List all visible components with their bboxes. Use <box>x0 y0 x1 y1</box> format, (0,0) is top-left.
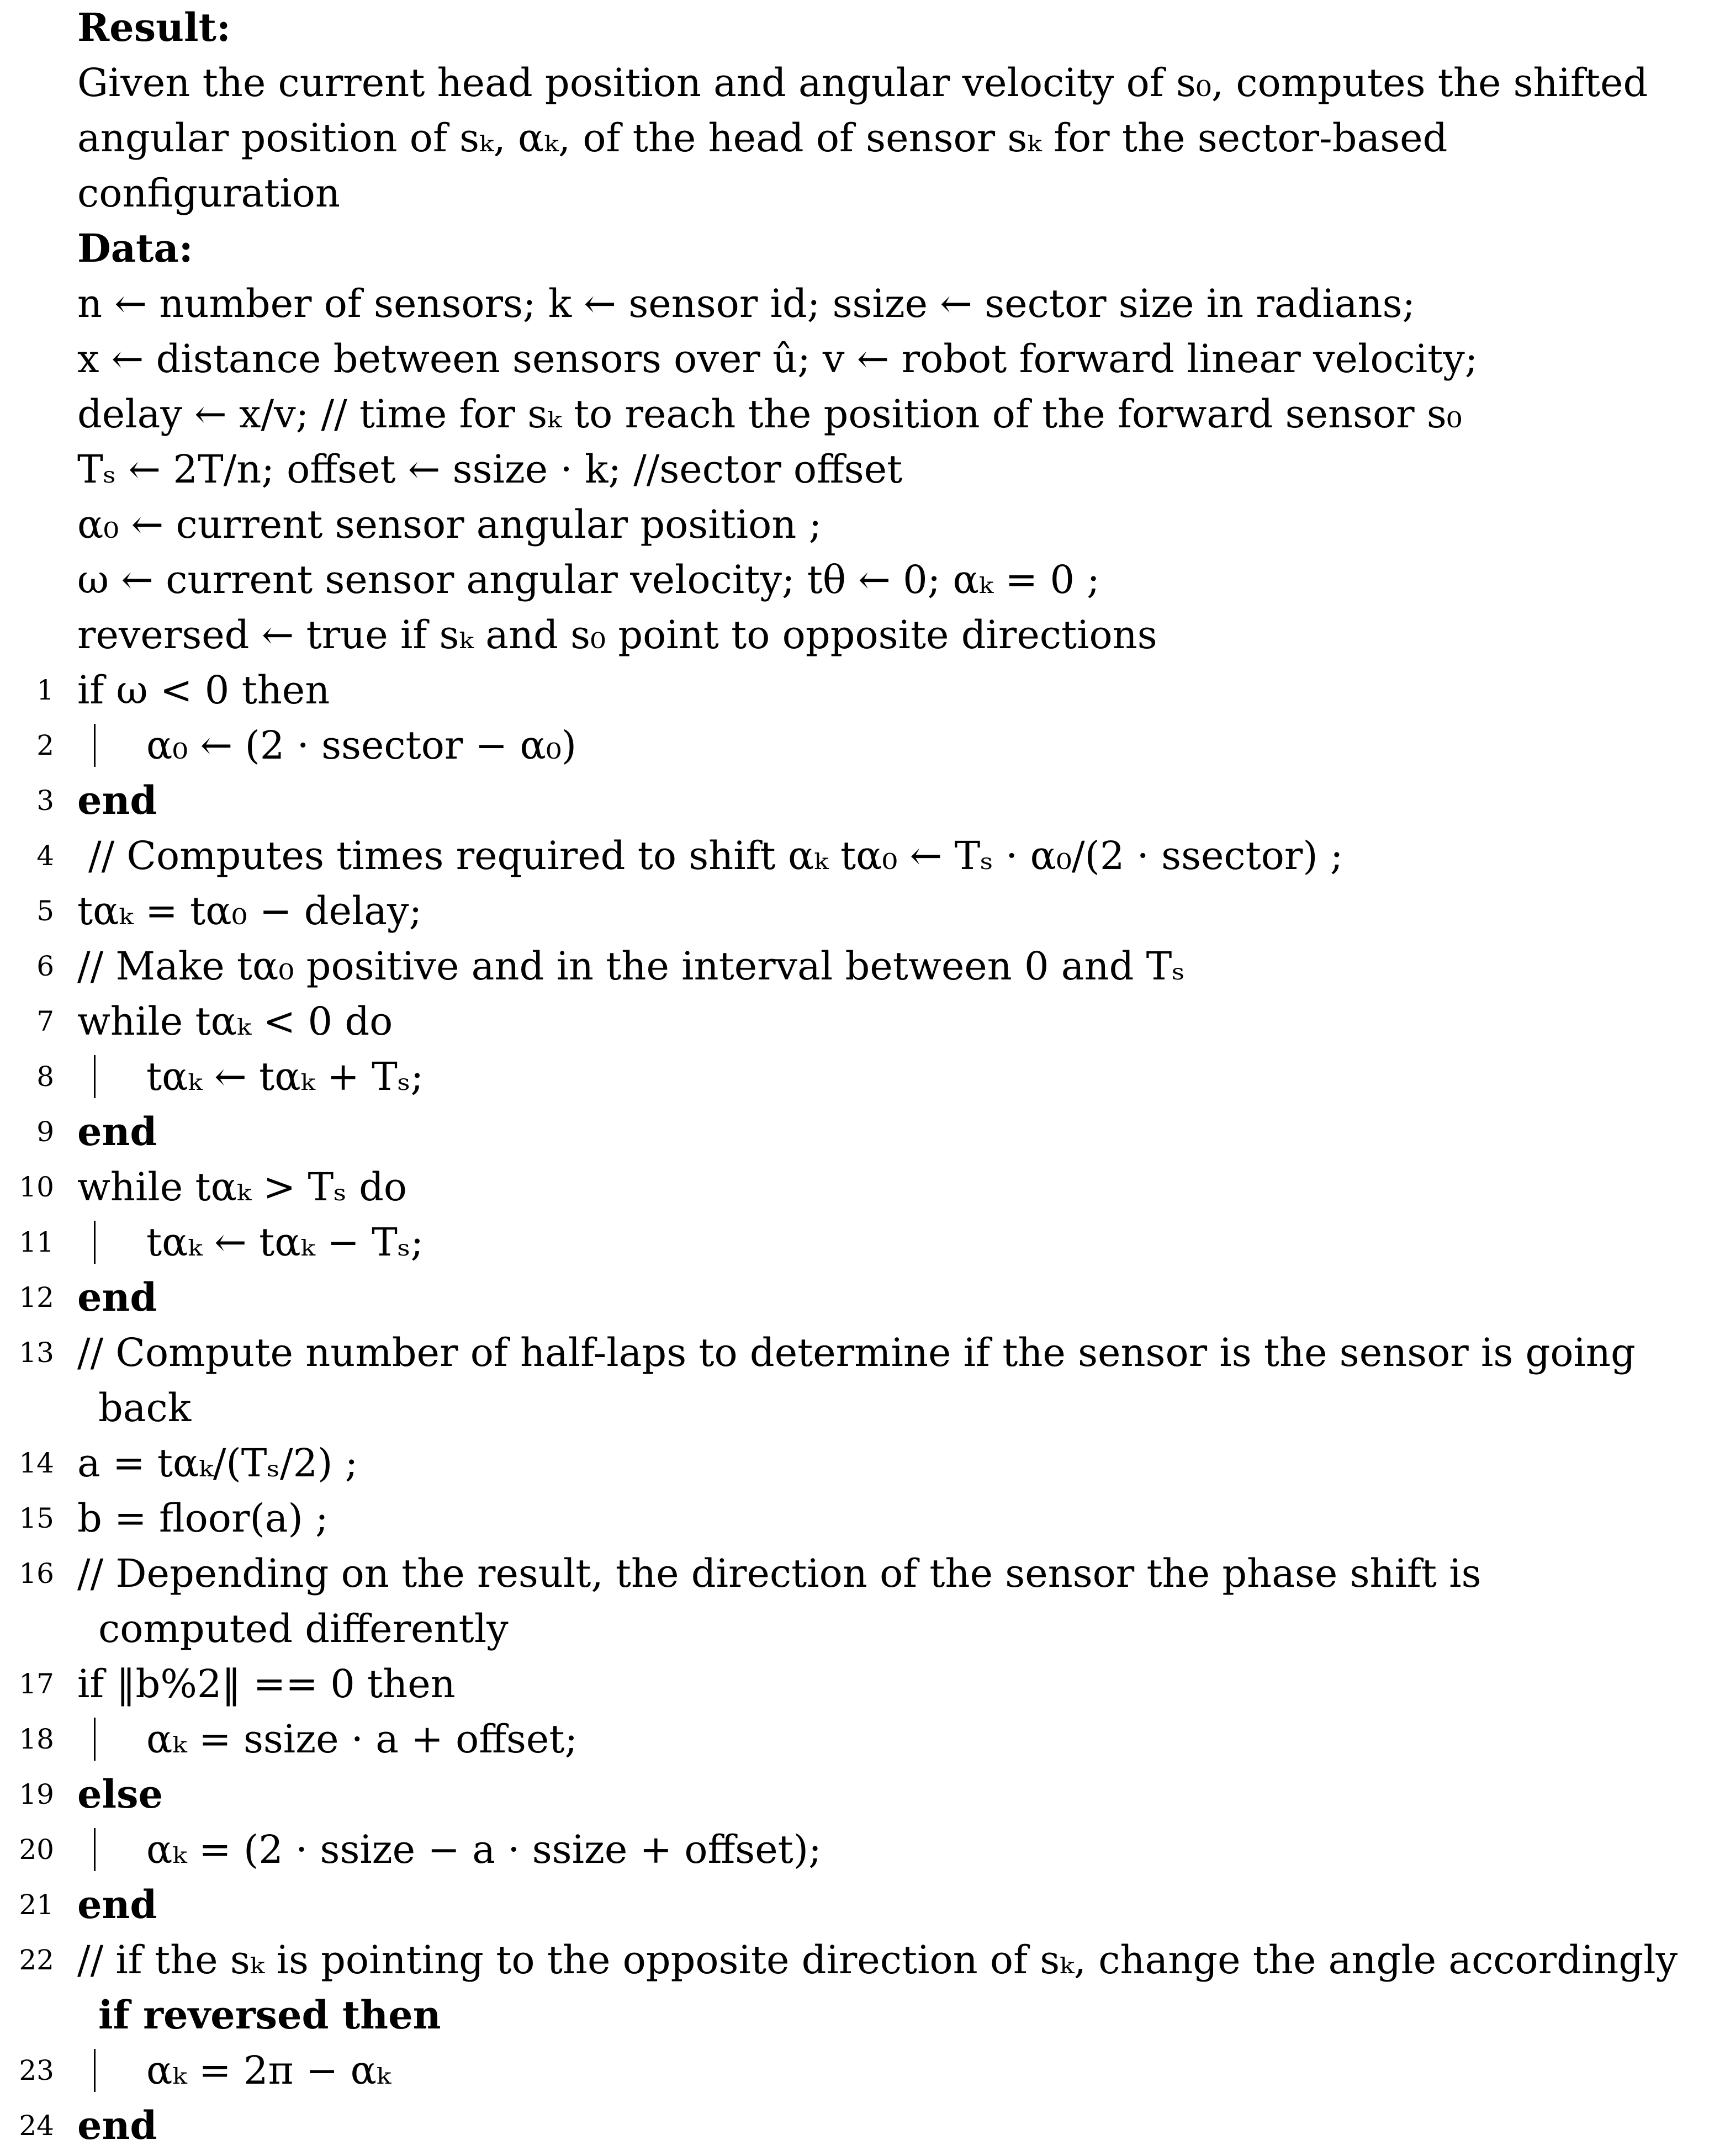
line-number: 11 <box>19 1226 54 1258</box>
data-text: x ← distance between sensors over û; v ← robot forward linear velocity; <box>77 336 1478 382</box>
step-text: while tαₖ < 0 do <box>77 999 393 1044</box>
result-label: Result: <box>77 4 231 50</box>
line-number: 8 <box>36 1061 54 1093</box>
block-bar <box>94 724 96 767</box>
line-number: 3 <box>36 785 54 817</box>
step-text: if ‖b%2‖ == 0 then <box>77 1661 456 1707</box>
line-number: 2 <box>36 729 54 761</box>
step-text-continuation: back <box>98 1385 192 1431</box>
step-text: if ω < 0 then <box>77 668 330 713</box>
block-bar <box>94 1828 96 1871</box>
line-number: 24 <box>19 2110 54 2142</box>
step-text: // if the sₖ is pointing to the opposite direction of sₖ, change the angle accordingly <box>77 1937 1678 1983</box>
data-label: Data: <box>77 225 193 271</box>
line-number: 19 <box>19 1778 54 1810</box>
step-text-continuation: if reversed then <box>98 1992 441 2038</box>
step-text: while tαₖ > Tₛ do <box>77 1164 408 1210</box>
step-text: end <box>77 777 157 823</box>
line-number: 21 <box>19 1889 54 1921</box>
data-text: reversed ← true if sₖ and s₀ point to opposite directions <box>77 612 1157 658</box>
step-text-continuation: computed differently <box>98 1606 509 1651</box>
block-bar <box>94 2049 96 2092</box>
step-text: tαₖ ← tαₖ − Tₛ; <box>146 1220 424 1265</box>
step-text: αₖ = 2π − αₖ <box>146 2048 391 2093</box>
data-text: ω ← current sensor angular velocity; tθ ← 0; αₖ = 0 ; <box>77 557 1100 602</box>
line-number: 6 <box>36 950 54 982</box>
step-text: // Make tα₀ positive and in the interval between 0 and Tₛ <box>77 944 1185 989</box>
result-text: Given the current head position and angular velocity of s₀, computes the shifted <box>77 60 1648 105</box>
block-bar <box>94 1221 96 1264</box>
step-text: end <box>77 1882 157 1927</box>
line-number: 22 <box>19 1944 54 1976</box>
step-text: αₖ = ssize · a + offset; <box>146 1717 578 1762</box>
line-number: 15 <box>19 1502 54 1534</box>
line-number: 4 <box>36 840 54 872</box>
step-text: end <box>77 1274 157 1320</box>
line-number: 7 <box>36 1005 54 1037</box>
step-text: end <box>77 1109 157 1154</box>
line-number: 20 <box>19 1834 54 1866</box>
result-text: configuration <box>77 171 340 216</box>
step-text: α₀ ← (2 · ssector − α₀) <box>146 723 577 768</box>
step-text: // Depending on the result, the direction of the sensor the phase shift is <box>77 1551 1481 1596</box>
result-text: angular position of sₖ, αₖ, of the head of sensor sₖ for the sector-based <box>77 115 1448 161</box>
step-text: tαₖ ← tαₖ + Tₛ; <box>146 1054 424 1099</box>
step-text: αₖ = (2 · ssize − a · ssize + offset); <box>146 1827 822 1872</box>
line-number: 9 <box>36 1116 54 1148</box>
line-number: 10 <box>19 1171 54 1203</box>
data-text: n ← number of sensors; k ← sensor id; ssize ← sector size in radians; <box>77 281 1416 326</box>
data-text: delay ← x/v; // time for sₖ to reach the position of the forward sensor s₀ <box>77 391 1462 437</box>
line-number: 13 <box>19 1337 54 1369</box>
block-bar <box>94 1718 96 1761</box>
line-number: 23 <box>19 2054 54 2086</box>
line-number: 12 <box>19 1281 54 1313</box>
data-text: α₀ ← current sensor angular position ; <box>77 502 822 547</box>
step-text: else <box>77 1771 163 1817</box>
step-text: a = tαₖ/(Tₛ/2) ; <box>77 1440 358 1486</box>
line-number: 1 <box>36 674 54 706</box>
line-number: 18 <box>19 1723 54 1755</box>
line-number: 17 <box>19 1668 54 1700</box>
step-text: // Compute number of half-laps to determine if the sensor is the sensor is going <box>77 1330 1636 1375</box>
step-text: tαₖ = tα₀ − delay; <box>77 888 422 934</box>
step-text: // Computes times required to shift αₖ tα₀ ← Tₛ · α₀/(2 · ssector) ; <box>88 833 1343 878</box>
data-text: Tₛ ← 2T/n; offset ← ssize · k; //sector offset <box>77 447 903 492</box>
line-number: 16 <box>19 1558 54 1590</box>
line-number: 5 <box>36 895 54 927</box>
step-text: b = floor(a) ; <box>77 1496 329 1541</box>
block-bar <box>94 1055 96 1098</box>
step-text: end <box>77 2102 157 2148</box>
line-number: 14 <box>19 1447 54 1479</box>
